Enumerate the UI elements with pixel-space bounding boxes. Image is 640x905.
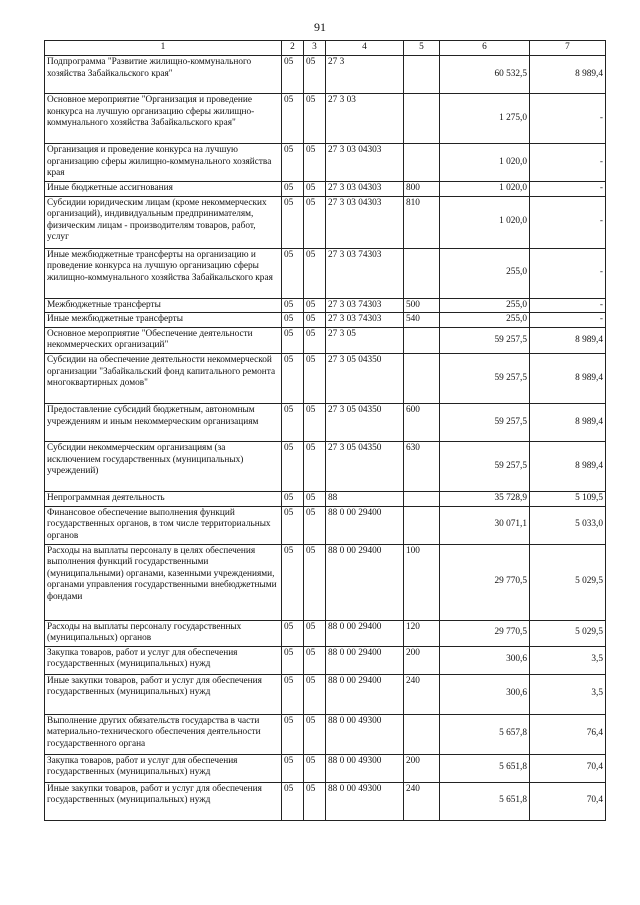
row-amount-total: 255,0	[440, 248, 530, 298]
row-target-code: 88	[326, 491, 404, 506]
row-section-code: 05	[282, 94, 304, 144]
row-subsection-code: 05	[304, 196, 326, 248]
header-col-3: 3	[304, 41, 326, 56]
row-target-code: 27 3 03 74303	[326, 298, 404, 313]
row-section-code: 05	[282, 782, 304, 820]
row-amount-federal: -	[530, 144, 606, 182]
row-item-name: Основное мероприятие "Организация и проведение конкурса на лучшую организацию сферы жилищно-коммунального хозяйства Забайкальского края"	[45, 94, 282, 144]
table-row	[45, 754, 606, 782]
row-amount-federal: 70,4	[530, 754, 606, 782]
row-section-code: 05	[282, 754, 304, 782]
row-subsection-code: 05	[304, 506, 326, 544]
row-subsection-code: 05	[304, 313, 326, 328]
row-expense-type-code	[404, 491, 440, 506]
row-item-name: Закупка товаров, работ и услуг для обеспечения государственных (муниципальных) нужд	[45, 646, 282, 674]
table-row	[45, 544, 606, 620]
row-expense-type-code: 810	[404, 196, 440, 248]
row-section-code: 05	[282, 298, 304, 313]
row-expense-type-code	[404, 506, 440, 544]
row-amount-total: 29 770,5	[440, 544, 530, 620]
row-item-name: Субсидии юридическим лицам (кроме некоммерческих организаций), индивидуальным предпринимателям, физическим лицам - производителям товаров, работ, услуг	[45, 196, 282, 248]
row-section-code: 05	[282, 196, 304, 248]
row-item-name: Основное мероприятие "Обеспечение деятельности некоммерческих организаций"	[45, 327, 282, 353]
row-target-code: 27 3 03 04303	[326, 196, 404, 248]
header-col-6: 6	[440, 41, 530, 56]
row-amount-total: 60 532,5	[440, 56, 530, 94]
table-row	[45, 714, 606, 754]
row-target-code: 88 0 00 29400	[326, 646, 404, 674]
row-amount-federal: 5 029,5	[530, 620, 606, 646]
header-col-2: 2	[282, 41, 304, 56]
row-expense-type-code: 240	[404, 674, 440, 714]
row-target-code: 27 3	[326, 56, 404, 94]
row-section-code: 05	[282, 620, 304, 646]
row-target-code: 27 3 05 04350	[326, 403, 404, 441]
row-section-code: 05	[282, 544, 304, 620]
row-expense-type-code	[404, 56, 440, 94]
row-item-name: Непрограммная деятельность	[45, 491, 282, 506]
row-item-name: Иные бюджетные ассигнования	[45, 182, 282, 197]
table-row	[45, 298, 606, 313]
row-amount-federal: 5 109,5	[530, 491, 606, 506]
row-section-code: 05	[282, 403, 304, 441]
row-item-name: Организация и проведение конкурса на лучшую организацию сферы жилищно-коммунального хозяйства края	[45, 144, 282, 182]
row-subsection-code: 05	[304, 327, 326, 353]
row-item-name: Расходы на выплаты персоналу в целях обеспечения выполнения функций государственными (муниципальными) органами, казенными учреждениями, органами управления государственными внебюджетными фондами	[45, 544, 282, 620]
row-section-code: 05	[282, 491, 304, 506]
header-col-5: 5	[404, 41, 440, 56]
table-row	[45, 782, 606, 820]
row-amount-total: 29 770,5	[440, 620, 530, 646]
row-target-code: 88 0 00 49300	[326, 754, 404, 782]
header-col-7: 7	[530, 41, 606, 56]
row-amount-total: 255,0	[440, 313, 530, 328]
row-section-code: 05	[282, 441, 304, 491]
table-row	[45, 313, 606, 328]
table-row	[45, 353, 606, 403]
row-subsection-code: 05	[304, 248, 326, 298]
row-target-code: 88 0 00 49300	[326, 782, 404, 820]
row-subsection-code: 05	[304, 298, 326, 313]
row-expense-type-code	[404, 353, 440, 403]
row-item-name: Межбюджетные трансферты	[45, 298, 282, 313]
row-amount-federal: 8 989,4	[530, 353, 606, 403]
row-expense-type-code	[404, 144, 440, 182]
row-amount-total: 1 020,0	[440, 144, 530, 182]
row-expense-type-code: 500	[404, 298, 440, 313]
table-row	[45, 196, 606, 248]
row-subsection-code: 05	[304, 441, 326, 491]
row-amount-federal: -	[530, 182, 606, 197]
row-expense-type-code: 800	[404, 182, 440, 197]
row-item-name: Иные межбюджетные трансферты на организацию и проведение конкурса на лучшую организацию сферы жилищно-коммунального хозяйства Забайкальского края	[45, 248, 282, 298]
row-target-code: 27 3 05 04350	[326, 441, 404, 491]
row-amount-federal: 8 989,4	[530, 327, 606, 353]
table-row	[45, 94, 606, 144]
row-target-code: 27 3 03 74303	[326, 248, 404, 298]
row-amount-federal: 76,4	[530, 714, 606, 754]
row-item-name: Субсидии на обеспечение деятельности некоммерческой организации "Забайкальский фонд капитального ремонта многоквартирных домов"	[45, 353, 282, 403]
row-amount-federal: 8 989,4	[530, 403, 606, 441]
row-subsection-code: 05	[304, 544, 326, 620]
row-expense-type-code: 240	[404, 782, 440, 820]
row-subsection-code: 05	[304, 646, 326, 674]
row-amount-federal: -	[530, 248, 606, 298]
row-subsection-code: 05	[304, 144, 326, 182]
table-header-row	[45, 41, 606, 56]
row-amount-total: 35 728,9	[440, 491, 530, 506]
row-section-code: 05	[282, 714, 304, 754]
row-expense-type-code: 630	[404, 441, 440, 491]
row-amount-federal: 8 989,4	[530, 56, 606, 94]
row-target-code: 88 0 00 29400	[326, 620, 404, 646]
row-target-code: 88 0 00 29400	[326, 544, 404, 620]
table-row	[45, 327, 606, 353]
row-target-code: 27 3 03	[326, 94, 404, 144]
row-subsection-code: 05	[304, 94, 326, 144]
table-row	[45, 403, 606, 441]
row-amount-total: 300,6	[440, 674, 530, 714]
table-row	[45, 620, 606, 646]
row-subsection-code: 05	[304, 754, 326, 782]
row-subsection-code: 05	[304, 56, 326, 94]
row-amount-federal: 70,4	[530, 782, 606, 820]
budget-table	[44, 40, 606, 821]
row-item-name: Иные закупки товаров, работ и услуг для обеспечения государственных (муниципальных) нужд	[45, 782, 282, 820]
row-target-code: 27 3 03 04303	[326, 182, 404, 197]
row-amount-total: 30 071,1	[440, 506, 530, 544]
row-target-code: 88 0 00 49300	[326, 714, 404, 754]
row-amount-total: 1 275,0	[440, 94, 530, 144]
row-item-name: Иные межбюджетные трансферты	[45, 313, 282, 328]
row-amount-federal: 3,5	[530, 674, 606, 714]
row-amount-total: 1 020,0	[440, 182, 530, 197]
table-row	[45, 248, 606, 298]
row-target-code: 88 0 00 29400	[326, 506, 404, 544]
row-section-code: 05	[282, 56, 304, 94]
row-expense-type-code	[404, 327, 440, 353]
row-section-code: 05	[282, 353, 304, 403]
row-item-name: Выполнение других обязательств государства в части материально-технического обеспечения деятельности государственного органа	[45, 714, 282, 754]
row-target-code: 27 3 05 04350	[326, 353, 404, 403]
row-amount-federal: 5 029,5	[530, 544, 606, 620]
table-body	[45, 56, 606, 821]
row-item-name: Субсидии некоммерческим организациям (за исключением государственных (муниципальных) учреждений)	[45, 441, 282, 491]
row-subsection-code: 05	[304, 182, 326, 197]
row-amount-total: 5 657,8	[440, 714, 530, 754]
row-section-code: 05	[282, 313, 304, 328]
row-target-code: 27 3 03 04303	[326, 144, 404, 182]
row-expense-type-code: 200	[404, 754, 440, 782]
row-amount-total: 255,0	[440, 298, 530, 313]
row-amount-federal: -	[530, 313, 606, 328]
row-section-code: 05	[282, 182, 304, 197]
row-item-name: Расходы на выплаты персоналу государственных (муниципальных) органов	[45, 620, 282, 646]
row-amount-total: 59 257,5	[440, 441, 530, 491]
row-item-name: Подпрограмма "Развитие жилищно-коммунального хозяйства Забайкальского края"	[45, 56, 282, 94]
row-amount-total: 59 257,5	[440, 327, 530, 353]
row-subsection-code: 05	[304, 353, 326, 403]
row-amount-total: 300,6	[440, 646, 530, 674]
row-expense-type-code: 540	[404, 313, 440, 328]
row-section-code: 05	[282, 506, 304, 544]
row-subsection-code: 05	[304, 782, 326, 820]
row-amount-federal: -	[530, 196, 606, 248]
row-subsection-code: 05	[304, 491, 326, 506]
row-amount-federal: 3,5	[530, 646, 606, 674]
table-row	[45, 674, 606, 714]
row-subsection-code: 05	[304, 620, 326, 646]
row-section-code: 05	[282, 674, 304, 714]
row-section-code: 05	[282, 327, 304, 353]
header-col-4: 4	[326, 41, 404, 56]
row-expense-type-code: 600	[404, 403, 440, 441]
row-target-code: 27 3 05	[326, 327, 404, 353]
row-amount-total: 5 651,8	[440, 754, 530, 782]
row-subsection-code: 05	[304, 714, 326, 754]
row-target-code: 88 0 00 29400	[326, 674, 404, 714]
row-item-name: Предоставление субсидий бюджетным, автономным учреждениям и иным некоммерческим организациям	[45, 403, 282, 441]
row-amount-federal: 5 033,0	[530, 506, 606, 544]
row-expense-type-code	[404, 714, 440, 754]
row-item-name: Финансовое обеспечение выполнения функций государственных органов, в том числе территориальных органов	[45, 506, 282, 544]
table-row	[45, 441, 606, 491]
row-amount-total: 59 257,5	[440, 403, 530, 441]
row-expense-type-code: 100	[404, 544, 440, 620]
row-amount-federal: -	[530, 298, 606, 313]
table-row	[45, 646, 606, 674]
row-amount-total: 1 020,0	[440, 196, 530, 248]
row-section-code: 05	[282, 248, 304, 298]
row-subsection-code: 05	[304, 403, 326, 441]
table-row	[45, 491, 606, 506]
table-row	[45, 144, 606, 182]
row-amount-total: 59 257,5	[440, 353, 530, 403]
row-item-name: Иные закупки товаров, работ и услуг для обеспечения государственных (муниципальных) нужд	[45, 674, 282, 714]
header-col-1: 1	[45, 41, 282, 56]
row-section-code: 05	[282, 646, 304, 674]
row-subsection-code: 05	[304, 674, 326, 714]
row-amount-federal: -	[530, 94, 606, 144]
table-row	[45, 56, 606, 94]
row-amount-total: 5 651,8	[440, 782, 530, 820]
row-item-name: Закупка товаров, работ и услуг для обеспечения государственных (муниципальных) нужд	[45, 754, 282, 782]
table-row	[45, 182, 606, 197]
row-expense-type-code: 120	[404, 620, 440, 646]
row-expense-type-code	[404, 248, 440, 298]
row-target-code: 27 3 03 74303	[326, 313, 404, 328]
page-number: 91	[314, 20, 326, 34]
row-expense-type-code	[404, 94, 440, 144]
row-section-code: 05	[282, 144, 304, 182]
row-expense-type-code: 200	[404, 646, 440, 674]
row-amount-federal: 8 989,4	[530, 441, 606, 491]
table-row	[45, 506, 606, 544]
